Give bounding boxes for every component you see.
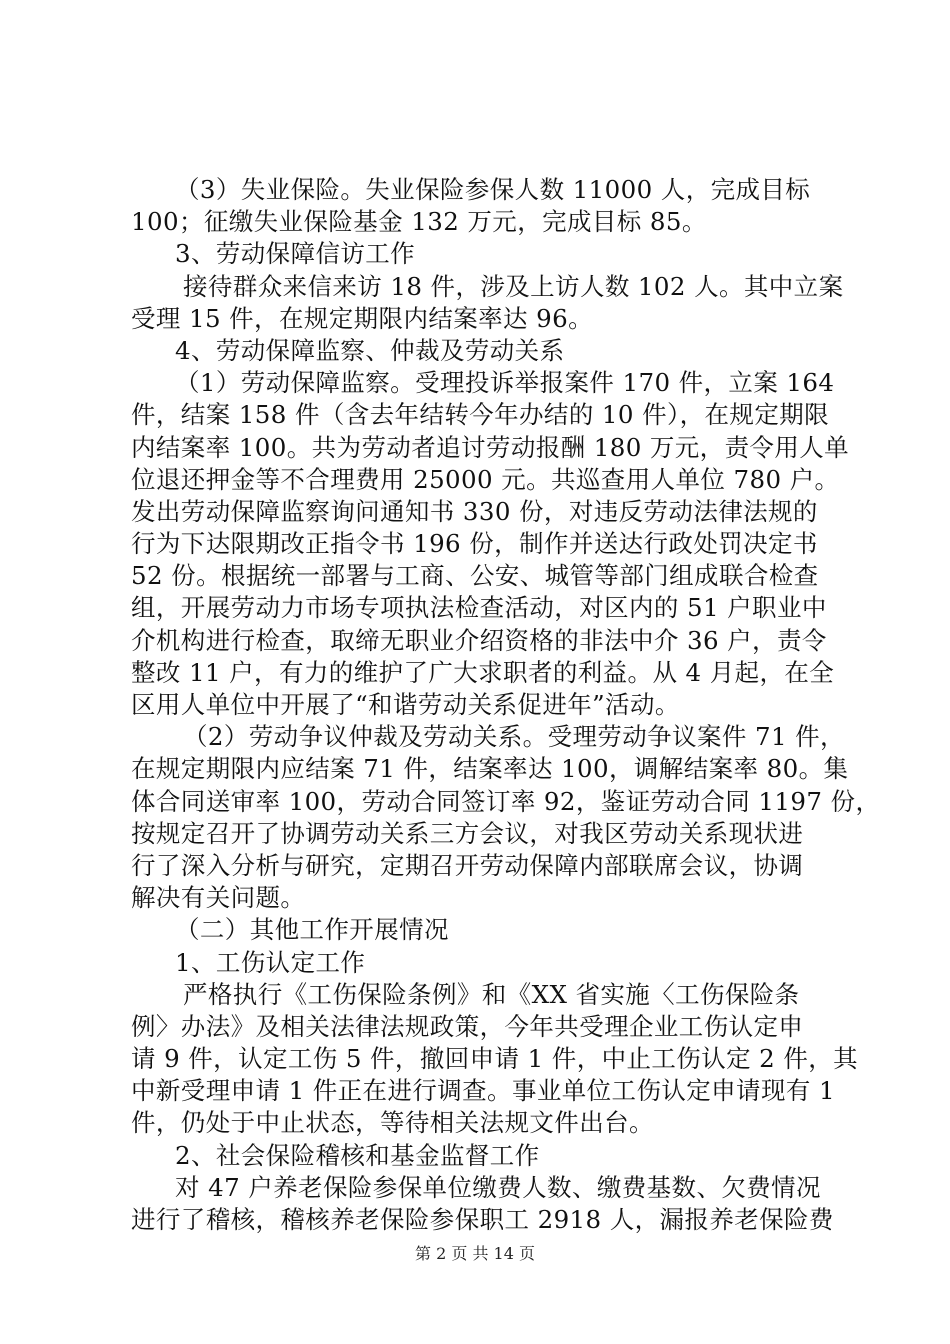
- text-line: 严格执行《工伤保险条例》和《XX 省实施〈工伤保险条: [183, 979, 800, 1009]
- text-line: （1）劳动保障监察。受理投诉举报案件 170 件，立案 164: [175, 368, 835, 398]
- text-line: 中新受理申请 1 件正在进行调查。事业单位工伤认定申请现有 1: [131, 1076, 835, 1106]
- text-line: 件，结案 158 件（含去年结转今年办结的 10 件），在规定期限: [131, 400, 830, 430]
- text-line: （3）失业保险。失业保险参保人数 11000 人，完成目标: [175, 175, 811, 204]
- text-line: 1、工伤认定工作: [175, 947, 366, 977]
- text-line: 请 9 件，认定工伤 5 件，撤回申请 1 件，中止工伤认定 2 件，其: [131, 1044, 859, 1074]
- text-line: 受理 15 件，在规定期限内结案率达 96。: [131, 303, 594, 333]
- page-number: 第 2 页 共 14 页: [415, 1244, 535, 1263]
- text-line: 发出劳动保障监察询问通知书 330 份，对违反劳动法律法规的: [131, 496, 818, 526]
- text-line: 3、劳动保障信访工作: [175, 239, 416, 269]
- text-line: 位退还押金等不合理费用 25000 元。共巡查用人单位 780 户。: [131, 464, 840, 494]
- text-line: 解决有关问题。: [131, 883, 306, 913]
- text-line: 进行了稽核，稽核养老保险参保职工 2918 人，漏报养老保险费: [131, 1205, 834, 1234]
- text-line: 体合同送审率 100，劳动合同签订率 92，鉴证劳动合同 1197 份，: [131, 786, 881, 816]
- text-line: 行了深入分析与研究，定期召开劳动保障内部联席会议，协调: [131, 850, 804, 880]
- text-line: 介机构进行检查，取缔无职业介绍资格的非法中介 36 户，责令: [131, 625, 827, 655]
- text-line: 例〉办法》及相关法律法规政策，今年共受理企业工伤认定申: [131, 1011, 804, 1041]
- text-line: 接待群众来信来访 18 件，涉及上访人数 102 人。其中立案: [183, 271, 844, 301]
- text-line: 对 47 户养老保险参保单位缴费人数、缴费基数、欠费情况: [175, 1172, 821, 1202]
- text-line: 100；征缴失业保险基金 132 万元，完成目标 85。: [131, 207, 707, 237]
- text-line: （二）其他工作开展情况: [175, 915, 449, 945]
- text-line: 整改 11 户，有力的维护了广大求职者的利益。从 4 月起，在全: [131, 657, 835, 687]
- page-footer: [0, 1241, 950, 1264]
- text-line: 52 份。根据统一部署与工商、公安、城管等部门组成联合检查: [131, 561, 819, 591]
- text-line: 区用人单位中开展了“和谐劳动关系促进年”活动。: [131, 690, 680, 719]
- text-line: 在规定期限内应结案 71 件，结案率达 100，调解结案率 80。集: [131, 754, 849, 784]
- text-line: 行为下达限期改正指令书 196 份，制作并送达行政处罚决定书: [131, 529, 818, 559]
- text-line: （2）劳动争议仲裁及劳动关系。受理劳动争议案件 71 件，: [183, 722, 845, 752]
- text-line: 内结案率 100。共为劳动者追讨劳动报酬 180 万元，责令用人单: [131, 432, 850, 462]
- text-line: 按规定召开了协调劳动关系三方会议，对我区劳动关系现状进: [131, 818, 804, 848]
- document-body: [131, 174, 881, 1236]
- text-line: 件，仍处于中止状态，等待相关法规文件出台。: [131, 1108, 654, 1138]
- text-line: 2、社会保险稽核和基金监督工作: [175, 1140, 540, 1170]
- text-line: 组，开展劳动力市场专项执法检查活动，对区内的 51 户职业中: [131, 593, 827, 623]
- text-line: 4、劳动保障监察、仲裁及劳动关系: [175, 335, 565, 365]
